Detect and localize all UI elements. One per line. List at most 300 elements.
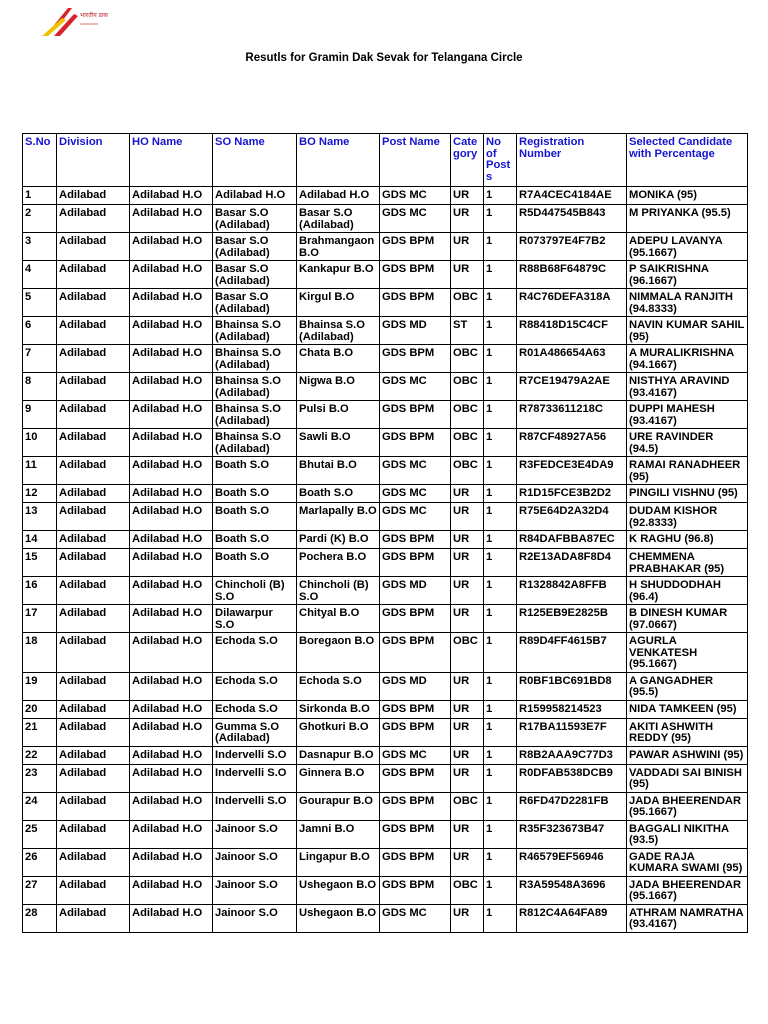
- table-row: [23, 577, 748, 605]
- table-cell: 1: [484, 746, 517, 764]
- table-cell: Adilabad: [57, 633, 130, 673]
- table-cell: OBC: [451, 457, 484, 485]
- table-cell: Chincholi (B) S.O: [297, 577, 380, 605]
- table-cell: 26: [23, 848, 57, 876]
- table-cell: Adilabad H.O: [297, 187, 380, 205]
- table-cell: UR: [451, 531, 484, 549]
- table-cell: OBC: [451, 373, 484, 401]
- table-cell: R2E13ADA8F8D4: [517, 549, 627, 577]
- table-cell: Bhutai B.O: [297, 457, 380, 485]
- table-cell: Adilabad H.O: [130, 904, 213, 932]
- table-cell: Adilabad: [57, 876, 130, 904]
- table-cell: 1: [484, 289, 517, 317]
- table-cell: UR: [451, 503, 484, 531]
- table-cell: Basar S.O (Adilabad): [213, 233, 297, 261]
- table-cell: Adilabad H.O: [130, 317, 213, 345]
- table-cell: Adilabad: [57, 577, 130, 605]
- table-cell: 1: [484, 700, 517, 718]
- table-cell: Gourapur B.O: [297, 792, 380, 820]
- table-cell: NIDA TAMKEEN (95): [627, 700, 748, 718]
- table-cell: 14: [23, 531, 57, 549]
- table-row: [23, 633, 748, 673]
- table-cell: Adilabad H.O: [130, 345, 213, 373]
- table-cell: Adilabad: [57, 820, 130, 848]
- header-row: [23, 134, 748, 187]
- header-cell: S.No: [23, 134, 57, 187]
- table-cell: 1: [484, 531, 517, 549]
- header-cell: SO Name: [213, 134, 297, 187]
- table-cell: UR: [451, 187, 484, 205]
- table-cell: UR: [451, 549, 484, 577]
- table-cell: Adilabad H.O: [130, 700, 213, 718]
- table-cell: OBC: [451, 345, 484, 373]
- table-cell: 16: [23, 577, 57, 605]
- table-cell: 1: [484, 261, 517, 289]
- table-cell: GDS BPM: [380, 401, 451, 429]
- table-cell: Bhainsa S.O (Adilabad): [213, 373, 297, 401]
- table-cell: Bhainsa S.O (Adilabad): [213, 429, 297, 457]
- table-cell: UR: [451, 718, 484, 746]
- table-cell: PAWAR ASHWINI (95): [627, 746, 748, 764]
- table-cell: URE RAVINDER (94.5): [627, 429, 748, 457]
- table-cell: 1: [484, 429, 517, 457]
- table-cell: 11: [23, 457, 57, 485]
- table-cell: 1: [484, 485, 517, 503]
- table-cell: Adilabad H.O: [130, 577, 213, 605]
- table-cell: R84DAFBBA87EC: [517, 531, 627, 549]
- table-cell: B DINESH KUMAR (97.0667): [627, 605, 748, 633]
- table-cell: Boregaon B.O: [297, 633, 380, 673]
- table-row: [23, 485, 748, 503]
- table-cell: GDS BPM: [380, 848, 451, 876]
- table-cell: R0BF1BC691BD8: [517, 672, 627, 700]
- table-cell: Pulsi B.O: [297, 401, 380, 429]
- table-cell: GDS MC: [380, 746, 451, 764]
- table-cell: Echoda S.O: [213, 700, 297, 718]
- table-cell: MONIKA (95): [627, 187, 748, 205]
- table-cell: 1: [484, 605, 517, 633]
- header-cell: Division: [57, 134, 130, 187]
- table-cell: ADEPU LAVANYA (95.1667): [627, 233, 748, 261]
- table-cell: AGURLA VENKATESH (95.1667): [627, 633, 748, 673]
- table-cell: P SAIKRISHNA (96.1667): [627, 261, 748, 289]
- table-cell: R87CF48927A56: [517, 429, 627, 457]
- table-cell: ATHRAM NAMRATHA (93.4167): [627, 904, 748, 932]
- table-cell: GDS MC: [380, 457, 451, 485]
- table-cell: Basar S.O (Adilabad): [297, 205, 380, 233]
- table-cell: Nigwa B.O: [297, 373, 380, 401]
- table-cell: 4: [23, 261, 57, 289]
- table-cell: UR: [451, 205, 484, 233]
- table-cell: Ginnera B.O: [297, 764, 380, 792]
- table-cell: Lingapur B.O: [297, 848, 380, 876]
- table-cell: Chincholi (B) S.O: [213, 577, 297, 605]
- table-cell: Adilabad H.O: [130, 289, 213, 317]
- table-cell: A GANGADHER (95.5): [627, 672, 748, 700]
- table-row: [23, 605, 748, 633]
- table-cell: Ghotkuri B.O: [297, 718, 380, 746]
- table-cell: RAMAI RANADHEER (95): [627, 457, 748, 485]
- table-cell: GDS MD: [380, 672, 451, 700]
- table-cell: 13: [23, 503, 57, 531]
- table-cell: R1328842A8FFB: [517, 577, 627, 605]
- table-cell: Adilabad H.O: [130, 605, 213, 633]
- table-cell: Adilabad H.O: [130, 876, 213, 904]
- table-cell: UR: [451, 485, 484, 503]
- table-cell: Jainoor S.O: [213, 876, 297, 904]
- table-row: [23, 718, 748, 746]
- table-cell: Adilabad H.O: [130, 261, 213, 289]
- table-cell: JADA BHEERENDAR (95.1667): [627, 876, 748, 904]
- table-cell: GADE RAJA KUMARA SWAMI (95): [627, 848, 748, 876]
- header-cell: BO Name: [297, 134, 380, 187]
- table-cell: Boath S.O: [213, 457, 297, 485]
- table-cell: 1: [484, 633, 517, 673]
- table-cell: R35F323673B47: [517, 820, 627, 848]
- table-cell: 1: [484, 457, 517, 485]
- table-cell: Adilabad H.O: [130, 429, 213, 457]
- table-cell: Adilabad: [57, 531, 130, 549]
- table-cell: Adilabad H.O: [130, 672, 213, 700]
- table-cell: Boath S.O: [213, 531, 297, 549]
- table-cell: 18: [23, 633, 57, 673]
- page-title: Resutls for Gramin Dak Sevak for Telangana Circle: [245, 52, 523, 64]
- table-cell: Adilabad H.O: [213, 187, 297, 205]
- table-row: [23, 261, 748, 289]
- table-cell: 3: [23, 233, 57, 261]
- table-cell: 1: [484, 317, 517, 345]
- table-cell: Adilabad H.O: [130, 457, 213, 485]
- india-post-logo: [40, 6, 116, 42]
- table-cell: Adilabad H.O: [130, 233, 213, 261]
- table-cell: R17BA11593E7F: [517, 718, 627, 746]
- table-cell: GDS MC: [380, 485, 451, 503]
- table-cell: 1: [484, 718, 517, 746]
- table-cell: 19: [23, 672, 57, 700]
- table-cell: 28: [23, 904, 57, 932]
- table-cell: Adilabad H.O: [130, 503, 213, 531]
- table-cell: 5: [23, 289, 57, 317]
- table-cell: UR: [451, 904, 484, 932]
- table-cell: Kankapur B.O: [297, 261, 380, 289]
- table-cell: Indervelli S.O: [213, 764, 297, 792]
- table-cell: Adilabad H.O: [130, 187, 213, 205]
- table-cell: Basar S.O (Adilabad): [213, 205, 297, 233]
- table-cell: GDS BPM: [380, 792, 451, 820]
- table-cell: GDS BPM: [380, 261, 451, 289]
- table-cell: GDS BPM: [380, 764, 451, 792]
- table-cell: Adilabad H.O: [130, 764, 213, 792]
- table-cell: GDS BPM: [380, 531, 451, 549]
- table-cell: Adilabad H.O: [130, 633, 213, 673]
- table-cell: 1: [484, 848, 517, 876]
- table-cell: Adilabad: [57, 261, 130, 289]
- table-cell: Adilabad: [57, 605, 130, 633]
- table-cell: OBC: [451, 429, 484, 457]
- table-cell: 1: [484, 904, 517, 932]
- table-row: [23, 531, 748, 549]
- table-cell: DUDAM KISHOR (92.8333): [627, 503, 748, 531]
- table-cell: Adilabad: [57, 904, 130, 932]
- table-cell: OBC: [451, 876, 484, 904]
- table-cell: R8B2AAA9C77D3: [517, 746, 627, 764]
- table-cell: 10: [23, 429, 57, 457]
- header-cell: Selected Candidate with Percentage: [627, 134, 748, 187]
- table-cell: OBC: [451, 792, 484, 820]
- table-cell: R88418D15C4CF: [517, 317, 627, 345]
- table-cell: GDS MC: [380, 503, 451, 531]
- table-cell: NIMMALA RANJITH (94.8333): [627, 289, 748, 317]
- table-cell: 1: [484, 187, 517, 205]
- table-cell: R46579EF56946: [517, 848, 627, 876]
- table-cell: OBC: [451, 633, 484, 673]
- table-cell: Echoda S.O: [213, 633, 297, 673]
- results-table: [22, 133, 748, 933]
- header-cell: No of Post s: [484, 134, 517, 187]
- table-cell: 17: [23, 605, 57, 633]
- table-cell: NAVIN KUMAR SAHIL (95): [627, 317, 748, 345]
- table-row: [23, 746, 748, 764]
- table-cell: Adilabad: [57, 764, 130, 792]
- table-cell: GDS BPM: [380, 700, 451, 718]
- table-cell: K RAGHU (96.8): [627, 531, 748, 549]
- table-cell: R812C4A64FA89: [517, 904, 627, 932]
- table-cell: 7: [23, 345, 57, 373]
- table-cell: Pochera B.O: [297, 549, 380, 577]
- table-cell: Adilabad H.O: [130, 549, 213, 577]
- header-cell: Post Name: [380, 134, 451, 187]
- table-cell: Adilabad: [57, 848, 130, 876]
- table-cell: Brahmangaon B.O: [297, 233, 380, 261]
- table-row: [23, 401, 748, 429]
- table-cell: Adilabad: [57, 429, 130, 457]
- table-cell: Jainoor S.O: [213, 904, 297, 932]
- table-cell: R125EB9E2825B: [517, 605, 627, 633]
- table-cell: R7CE19479A2AE: [517, 373, 627, 401]
- table-cell: Sirkonda B.O: [297, 700, 380, 718]
- table-cell: 1: [484, 503, 517, 531]
- table-cell: Indervelli S.O: [213, 746, 297, 764]
- table-cell: Jainoor S.O: [213, 820, 297, 848]
- table-row: [23, 289, 748, 317]
- table-cell: Ushegaon B.O: [297, 904, 380, 932]
- table-cell: GDS BPM: [380, 876, 451, 904]
- table-cell: Adilabad H.O: [130, 718, 213, 746]
- table-cell: Bhainsa S.O (Adilabad): [213, 401, 297, 429]
- table-cell: OBC: [451, 401, 484, 429]
- table-cell: Echoda S.O: [297, 672, 380, 700]
- table-cell: GDS BPM: [380, 633, 451, 673]
- table-row: [23, 205, 748, 233]
- table-cell: 22: [23, 746, 57, 764]
- table-cell: UR: [451, 820, 484, 848]
- table-cell: OBC: [451, 289, 484, 317]
- table-cell: Adilabad: [57, 549, 130, 577]
- table-cell: GDS BPM: [380, 549, 451, 577]
- table-cell: Adilabad: [57, 457, 130, 485]
- header-cell: HO Name: [130, 134, 213, 187]
- table-cell: GDS BPM: [380, 233, 451, 261]
- table-cell: GDS BPM: [380, 605, 451, 633]
- table-cell: UR: [451, 746, 484, 764]
- table-cell: R78733611218C: [517, 401, 627, 429]
- table-cell: GDS BPM: [380, 345, 451, 373]
- table-cell: 8: [23, 373, 57, 401]
- table-cell: CHEMMENA PRABHAKAR (95): [627, 549, 748, 577]
- table-cell: 25: [23, 820, 57, 848]
- table-cell: UR: [451, 261, 484, 289]
- table-cell: 1: [484, 577, 517, 605]
- table-cell: 1: [484, 672, 517, 700]
- table-cell: Adilabad H.O: [130, 792, 213, 820]
- table-cell: VADDADI SAI BINISH (95): [627, 764, 748, 792]
- table-cell: Indervelli S.O: [213, 792, 297, 820]
- table-row: [23, 345, 748, 373]
- table-cell: GDS MD: [380, 317, 451, 345]
- table-cell: R3A59548A3696: [517, 876, 627, 904]
- table-row: [23, 317, 748, 345]
- table-row: [23, 820, 748, 848]
- table-cell: BAGGALI NIKITHA (93.5): [627, 820, 748, 848]
- table-cell: JADA BHEERENDAR (95.1667): [627, 792, 748, 820]
- table-cell: Dilawarpur S.O: [213, 605, 297, 633]
- table-row: [23, 876, 748, 904]
- table-cell: Sawli B.O: [297, 429, 380, 457]
- table-row: [23, 503, 748, 531]
- table-cell: GDS BPM: [380, 289, 451, 317]
- table-cell: R0DFAB538DCB9: [517, 764, 627, 792]
- table-cell: Adilabad: [57, 485, 130, 503]
- table-cell: 9: [23, 401, 57, 429]
- table-cell: Adilabad H.O: [130, 373, 213, 401]
- table-cell: GDS BPM: [380, 429, 451, 457]
- table-cell: Adilabad: [57, 700, 130, 718]
- table-cell: Basar S.O (Adilabad): [213, 289, 297, 317]
- table-cell: Jainoor S.O: [213, 848, 297, 876]
- table-cell: 1: [484, 345, 517, 373]
- table-row: [23, 700, 748, 718]
- table-cell: 1: [484, 792, 517, 820]
- table-cell: PINGILI VISHNU (95): [627, 485, 748, 503]
- table-cell: Boath S.O: [297, 485, 380, 503]
- table-row: [23, 233, 748, 261]
- table-cell: Adilabad H.O: [130, 401, 213, 429]
- table-row: [23, 764, 748, 792]
- table-cell: Adilabad: [57, 345, 130, 373]
- table-cell: Adilabad: [57, 289, 130, 317]
- table-cell: Adilabad: [57, 373, 130, 401]
- table-cell: NISTHYA ARAVIND (93.4167): [627, 373, 748, 401]
- table-cell: GDS BPM: [380, 820, 451, 848]
- table-cell: UR: [451, 848, 484, 876]
- table-cell: UR: [451, 577, 484, 605]
- table-cell: Bhainsa S.O (Adilabad): [297, 317, 380, 345]
- table-row: [23, 429, 748, 457]
- table-cell: Adilabad: [57, 233, 130, 261]
- table-cell: Adilabad H.O: [130, 205, 213, 233]
- table-row: [23, 904, 748, 932]
- table-cell: 23: [23, 764, 57, 792]
- table-cell: Basar S.O (Adilabad): [213, 261, 297, 289]
- table-cell: Adilabad: [57, 746, 130, 764]
- table-cell: Adilabad: [57, 317, 130, 345]
- table-row: [23, 672, 748, 700]
- header-cell: Registration Number: [517, 134, 627, 187]
- header-cell: Cate gory: [451, 134, 484, 187]
- table-cell: 21: [23, 718, 57, 746]
- table-cell: 15: [23, 549, 57, 577]
- table-cell: R5D447545B843: [517, 205, 627, 233]
- table-cell: 27: [23, 876, 57, 904]
- table-cell: Adilabad: [57, 718, 130, 746]
- table-cell: GDS MC: [380, 205, 451, 233]
- table-cell: Bhainsa S.O (Adilabad): [213, 317, 297, 345]
- table-cell: 2: [23, 205, 57, 233]
- table-cell: Bhainsa S.O (Adilabad): [213, 345, 297, 373]
- table-cell: 1: [23, 187, 57, 205]
- table-row: [23, 457, 748, 485]
- table-cell: 1: [484, 764, 517, 792]
- table-cell: Adilabad: [57, 672, 130, 700]
- table-cell: Boath S.O: [213, 503, 297, 531]
- table-cell: 1: [484, 205, 517, 233]
- table-cell: UR: [451, 233, 484, 261]
- table-cell: Adilabad H.O: [130, 746, 213, 764]
- table-row: [23, 187, 748, 205]
- table-cell: Kirgul B.O: [297, 289, 380, 317]
- table-cell: UR: [451, 605, 484, 633]
- table-cell: R3FEDCE3E4DA9: [517, 457, 627, 485]
- logo-caption: भारतीय डाक: [80, 12, 108, 19]
- table-cell: 1: [484, 876, 517, 904]
- table-cell: Pardi (K) B.O: [297, 531, 380, 549]
- table-cell: R75E64D2A32D4: [517, 503, 627, 531]
- table-cell: Echoda S.O: [213, 672, 297, 700]
- table-cell: R6FD47D2281FB: [517, 792, 627, 820]
- table-cell: 1: [484, 820, 517, 848]
- table-cell: Dasnapur B.O: [297, 746, 380, 764]
- table-cell: DUPPI MAHESH (93.4167): [627, 401, 748, 429]
- table-cell: A MURALIKRISHNA (94.1667): [627, 345, 748, 373]
- table-cell: Gumma S.O (Adilabad): [213, 718, 297, 746]
- table-cell: R4C76DEFA318A: [517, 289, 627, 317]
- table-cell: Adilabad: [57, 401, 130, 429]
- table-cell: UR: [451, 672, 484, 700]
- table-cell: Marlapally B.O: [297, 503, 380, 531]
- table-cell: Chityal B.O: [297, 605, 380, 633]
- table-cell: Ushegaon B.O: [297, 876, 380, 904]
- table-cell: UR: [451, 700, 484, 718]
- table-cell: R1D15FCE3B2D2: [517, 485, 627, 503]
- table-cell: R88B68F64879C: [517, 261, 627, 289]
- table-cell: 1: [484, 373, 517, 401]
- table-cell: R159958214523: [517, 700, 627, 718]
- table-cell: Adilabad: [57, 792, 130, 820]
- table-cell: H SHUDDODHAH (96.4): [627, 577, 748, 605]
- table-cell: 1: [484, 401, 517, 429]
- table-cell: ST: [451, 317, 484, 345]
- table-cell: Adilabad: [57, 205, 130, 233]
- table-cell: Boath S.O: [213, 485, 297, 503]
- table-cell: UR: [451, 764, 484, 792]
- table-cell: Adilabad: [57, 187, 130, 205]
- table-cell: AKITI ASHWITH REDDY (95): [627, 718, 748, 746]
- table-cell: Chata B.O: [297, 345, 380, 373]
- table-cell: R01A486654A63: [517, 345, 627, 373]
- table-cell: Adilabad H.O: [130, 848, 213, 876]
- table-cell: GDS MC: [380, 904, 451, 932]
- table-cell: R073797E4F7B2: [517, 233, 627, 261]
